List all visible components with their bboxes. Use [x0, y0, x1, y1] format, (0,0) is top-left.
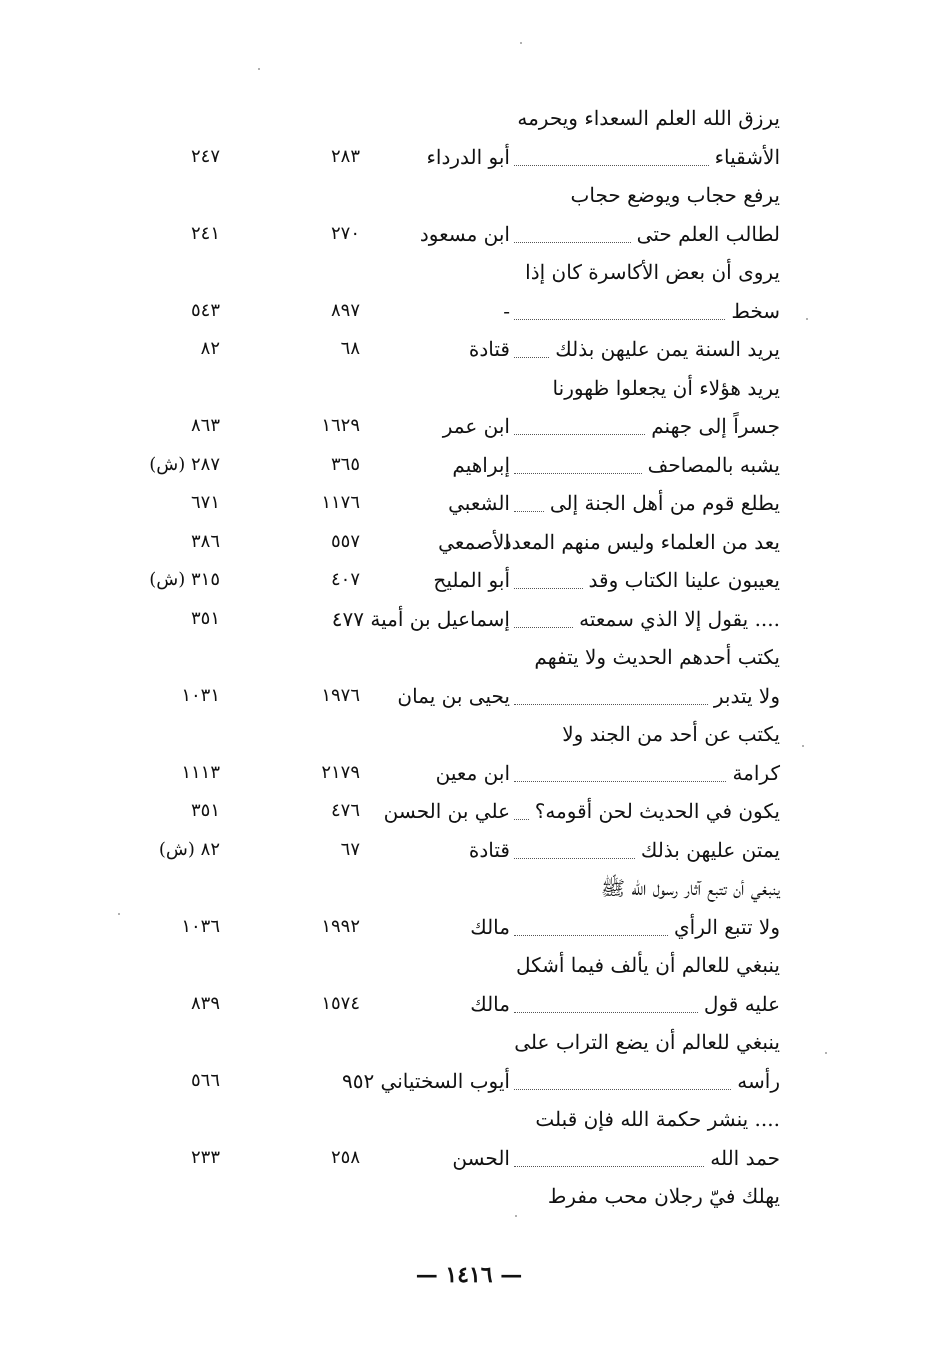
narrator-name: -: [503, 298, 510, 323]
narrator-name: مالك: [470, 991, 510, 1016]
entry-text: ينبغي للعالم أن يضع التراب على: [514, 1030, 780, 1054]
scan-speck: [258, 68, 260, 70]
entry-text: حمد الله: [710, 1145, 780, 1170]
dotted-leader: [514, 1166, 704, 1167]
index-row: [100, 714, 790, 752]
reference-number: ٣٦٥: [330, 453, 360, 475]
entry-text: يعد من العلماء وليس منهم المعدد: [502, 529, 780, 554]
index-row: [100, 1022, 790, 1060]
entry-text: ينبغي للعالم أن يألف فيما أشكل: [515, 953, 780, 977]
dotted-leader: [514, 935, 668, 936]
entry-text: .... ينشر حكمة الله فإن قبلت: [535, 1107, 780, 1131]
dotted-leader: [514, 781, 726, 782]
index-row: [100, 1138, 790, 1176]
narrator-name: إبراهيم: [452, 452, 510, 477]
narrator-name: قتادة: [468, 837, 510, 862]
page-reference: ٣١٥ (ش): [149, 569, 220, 590]
narrator-name: ابن عمر: [442, 414, 510, 438]
narrator-name: إسماعيل بن أمية ٤٧٧: [331, 606, 510, 631]
index-row: [100, 483, 790, 521]
reference-number: ١٦٢٩: [321, 415, 360, 436]
dotted-leader: [514, 357, 549, 358]
index-row: [100, 637, 790, 675]
dotted-leader: [514, 627, 573, 628]
reference-number: ١٩٩٢: [321, 915, 360, 937]
page-reference: ٦٧١: [190, 492, 220, 513]
index-row: [100, 368, 790, 406]
reference-number: ١٩٧٦: [321, 684, 360, 706]
entry-text: لطالب العلم حتى: [636, 221, 780, 246]
page-reference: ٣٥١: [190, 800, 220, 821]
reference-number: ٥٥٧: [330, 530, 360, 552]
entry-text: جسراً إلى جهنم: [651, 414, 780, 438]
reference-number: ٢٥٨: [330, 1146, 360, 1168]
dotted-leader: [514, 434, 645, 435]
scan-speck: [806, 318, 808, 320]
index-row: [100, 560, 790, 598]
dotted-leader: [514, 242, 631, 243]
dotted-leader: [514, 511, 544, 512]
page-reference: ٥٤٣: [190, 299, 220, 321]
entry-text: يرفع حجاب ويوضع حجاب: [570, 183, 780, 207]
narrator-name: الحسن: [452, 1145, 510, 1170]
narrator-name: ابن معين: [435, 760, 510, 785]
dotted-leader: [514, 858, 635, 859]
page-reference: ٢٣٣: [190, 1146, 220, 1168]
entry-text: عليه قول: [703, 991, 780, 1016]
index-row: [100, 984, 790, 1022]
page-reference: ٨٢: [200, 338, 220, 359]
entry-text: يطلع قوم من أهل الجنة إلى: [549, 491, 780, 515]
narrator-name: ابن مسعود: [419, 221, 510, 246]
index-row: [100, 329, 790, 367]
entry-text: ولا يتدبر: [713, 683, 780, 708]
index-row: [100, 1099, 790, 1137]
entry-text: .... يقول إلا الذي سمعته: [579, 606, 780, 631]
index-row: [100, 1176, 790, 1214]
index-row: [100, 406, 790, 444]
reference-number: ٢٧٠: [330, 222, 360, 244]
entry-text: يرزق الله العلم السعداء ويحرمه: [517, 106, 780, 130]
index-row: [100, 252, 790, 290]
index-row: [100, 175, 790, 213]
entry-text: الأشقياء: [714, 144, 780, 169]
index-row: [100, 291, 790, 329]
reference-number: ٢٨٣: [330, 145, 360, 167]
page-reference: ١٠٣١: [181, 684, 220, 706]
narrator-name: الشعبي: [448, 491, 510, 515]
index-row: [100, 868, 790, 906]
dotted-leader: [514, 819, 529, 820]
page-reference: ٢٨٧ (ش): [149, 453, 220, 475]
index-row: [100, 676, 790, 714]
reference-number: ٤٠٧: [330, 569, 360, 590]
narrator-name: يحيى بن يمان: [397, 683, 510, 708]
index-row: [100, 1061, 790, 1099]
entry-text: يمتن عليهن بذلك: [640, 837, 780, 862]
entry-text: ينبغي أن تتبع آثار رسول الله ﷺ: [600, 876, 780, 900]
index-row: [100, 830, 790, 868]
dotted-leader: [514, 165, 709, 166]
entry-text: رأسه: [737, 1068, 780, 1093]
narrator-name: أيوب السختياني ٩٥٢: [341, 1068, 510, 1093]
dotted-leader: [514, 588, 583, 589]
dotted-leader: [514, 1089, 731, 1090]
page-reference: ٨٣٩: [190, 992, 220, 1014]
scan-speck: [118, 913, 120, 915]
reference-number: ١١٧٦: [321, 492, 360, 513]
scan-speck: [520, 42, 522, 44]
scan-speck: [825, 1052, 827, 1054]
entry-text: يكتب عن أحد من الجند ولا: [562, 722, 780, 746]
reference-number: ٢١٧٩: [321, 761, 360, 783]
dotted-leader: [514, 319, 725, 320]
index-row: [100, 753, 790, 791]
page-reference: ٨٦٣: [190, 415, 220, 436]
dotted-leader: [514, 1012, 698, 1013]
index-row: [100, 445, 790, 483]
page-reference: ٥٦٦: [190, 1069, 220, 1091]
entry-text: يريد هؤلاء أن يجعلوا ظهورنا: [552, 375, 780, 400]
page-reference: ٢٤١: [190, 222, 220, 244]
index-row: [100, 791, 790, 829]
reference-number: ١٥٧٤: [321, 992, 360, 1014]
index-row: [100, 599, 790, 637]
index-row: [100, 214, 790, 252]
narrator-name: أبو المليح: [433, 568, 510, 592]
index-row: [100, 137, 790, 175]
scan-speck: [515, 1215, 517, 1217]
reference-number: ٨٩٧: [330, 299, 360, 321]
dotted-leader: [514, 704, 708, 705]
page-reference: ٣٨٦: [190, 530, 220, 552]
page-reference: ١١١٣: [181, 761, 220, 783]
narrator-name: علي بن الحسن: [383, 799, 510, 823]
entry-text: كرامة: [732, 760, 780, 785]
entry-text: يريد السنة يمن عليهن بذلك: [555, 337, 780, 361]
page-reference: ٣٥١: [190, 607, 220, 629]
page-reference: ٨٢ (ش): [158, 838, 220, 860]
page-number: — ١٤١٦ —: [415, 1262, 523, 1288]
scan-speck: [802, 745, 804, 747]
entry-text: ولا تتبع الرأي: [674, 914, 780, 939]
entry-text: يكون في الحديث لحن أقومه؟: [534, 799, 780, 823]
dotted-leader: [514, 473, 642, 474]
index-row: [100, 522, 790, 560]
reference-number: ٦٧: [340, 838, 360, 860]
entry-text: يهلك فيّ رجلان محب مفرط: [547, 1184, 780, 1208]
narrator-name: قتادة: [468, 337, 510, 361]
entry-text: سخط: [731, 298, 780, 323]
index-row: [100, 945, 790, 983]
entry-text: يكتب أحدهم الحديث ولا يتفهم: [534, 645, 780, 669]
entry-text: يشبه بالمصاحف: [647, 452, 780, 477]
narrator-name: مالك: [470, 914, 510, 939]
narrator-name: الأصمعي: [438, 529, 510, 554]
entry-text: يعيبون علينا الكتاب وقد: [588, 568, 780, 592]
page-reference: ٢٤٧: [190, 145, 220, 167]
page-reference: ١٠٣٦: [181, 915, 220, 937]
reference-number: ٦٨: [340, 338, 360, 359]
narrator-name: أبو الدرداء: [426, 144, 510, 169]
index-row: [100, 98, 790, 136]
index-row: [100, 907, 790, 945]
entry-text: يروى أن بعض الأكاسرة كان إذا: [525, 260, 780, 284]
reference-number: ٤٧٦: [330, 800, 360, 821]
